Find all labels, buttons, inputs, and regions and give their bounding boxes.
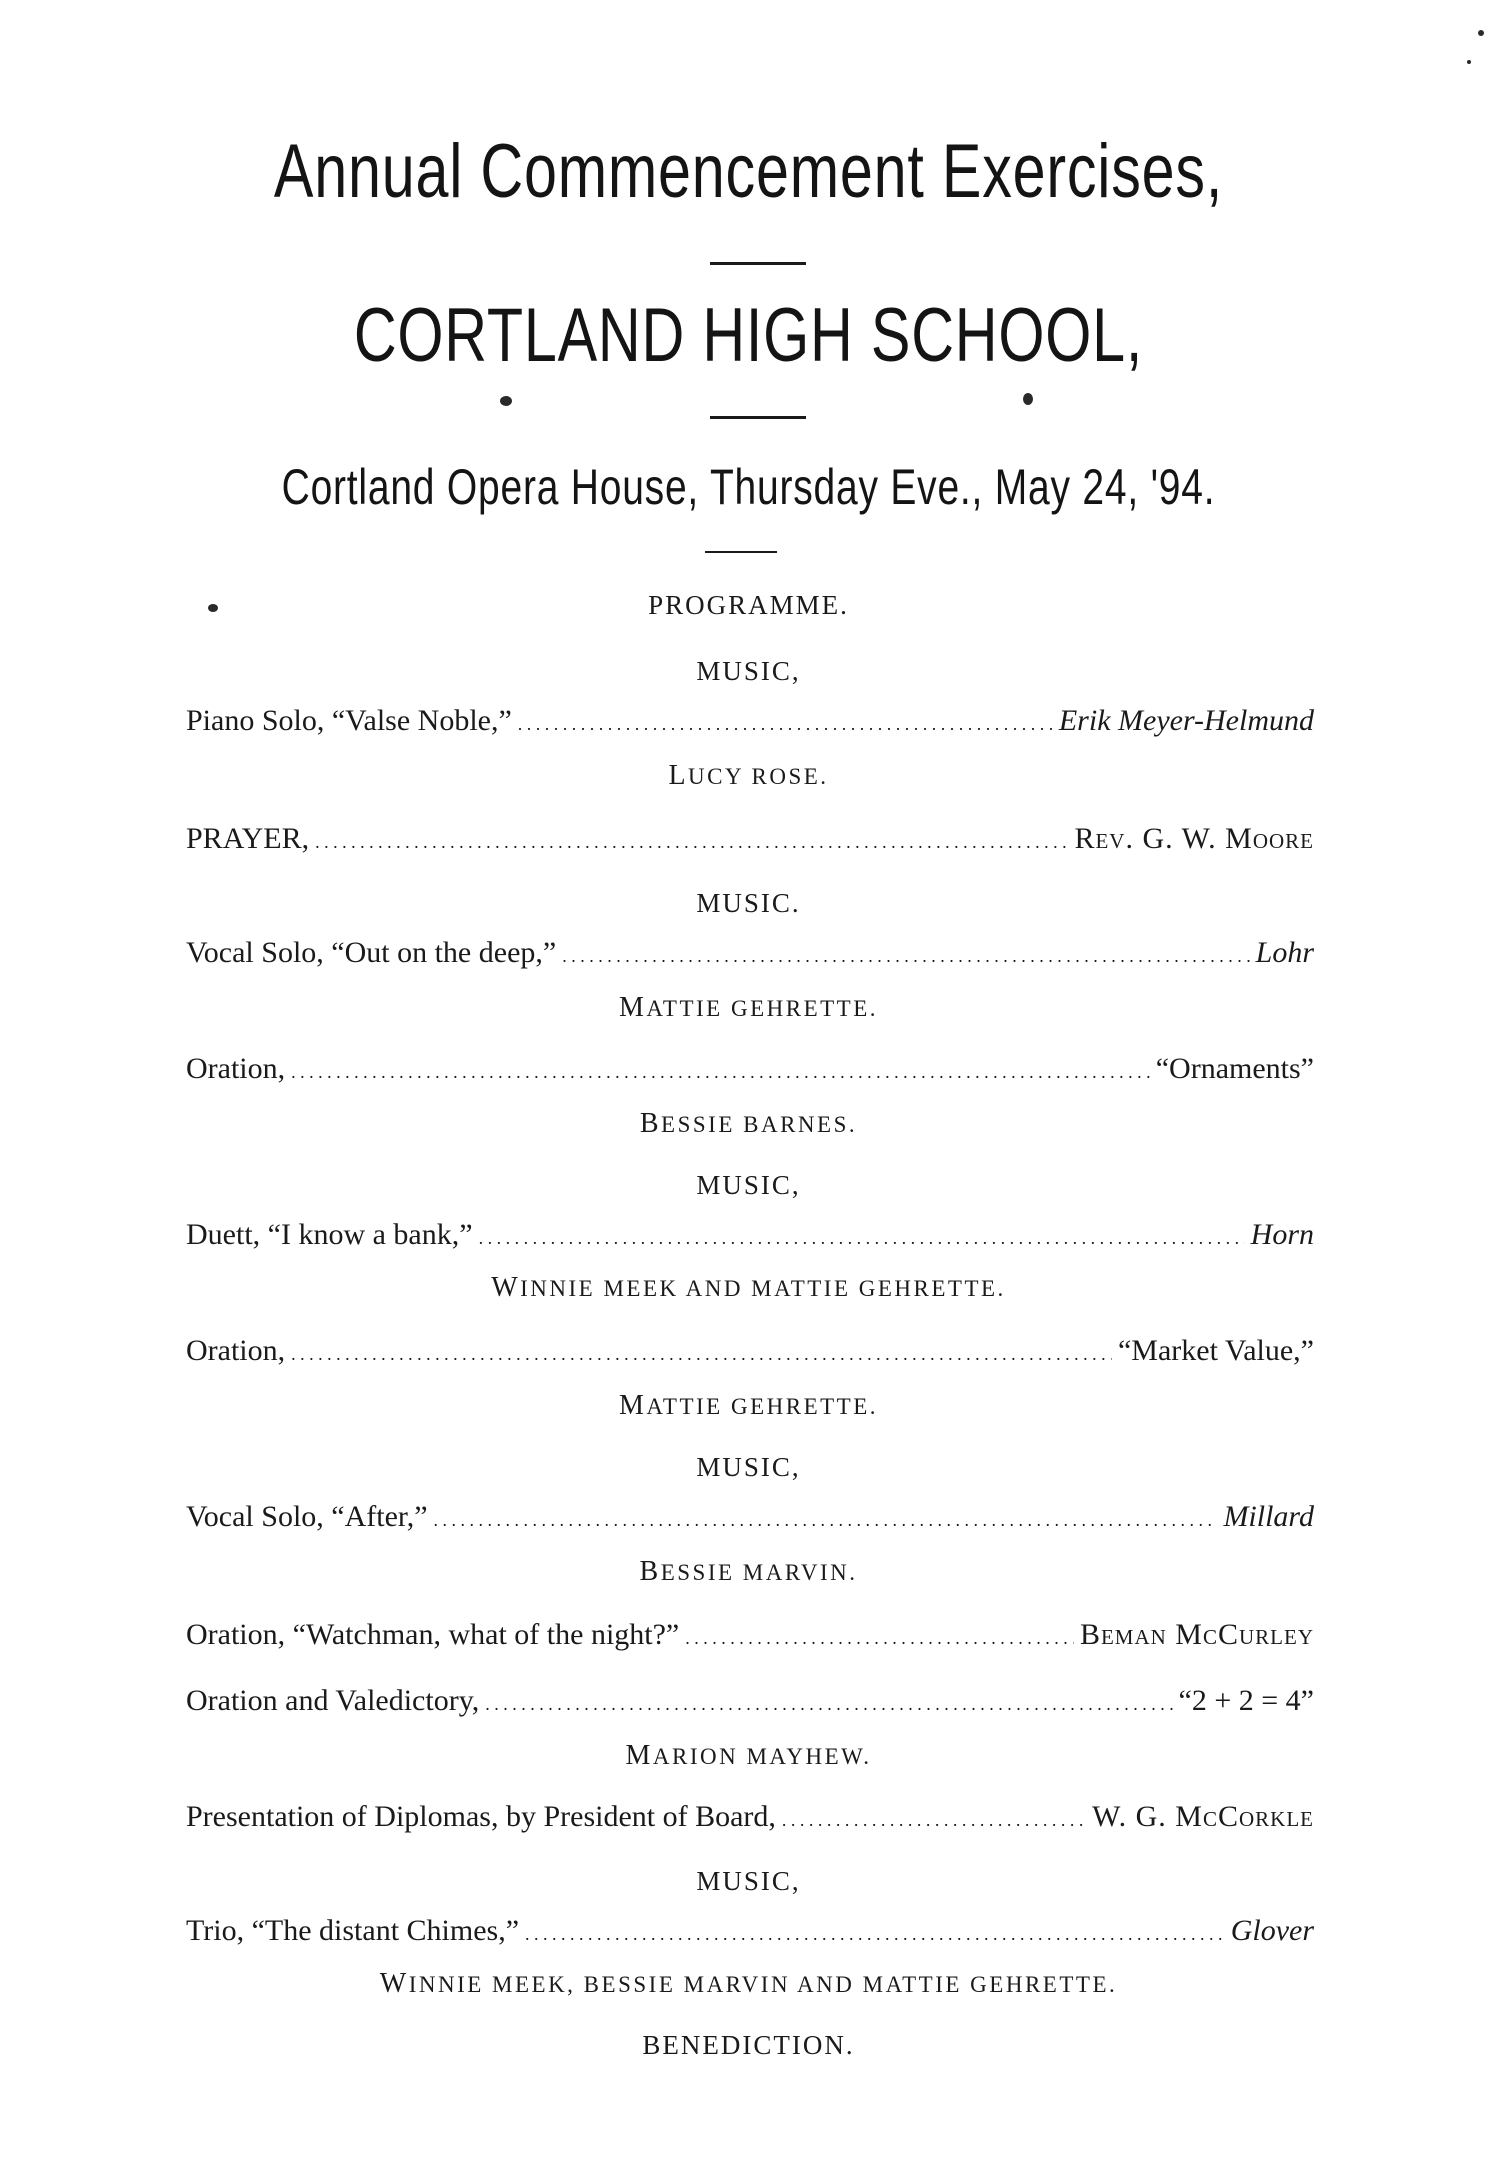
section-heading: MUSIC, bbox=[696, 1170, 801, 1200]
dot-leader bbox=[291, 1052, 1150, 1086]
item-title: Duett, “I know a bank,” bbox=[186, 1218, 473, 1251]
dot-leader bbox=[525, 1914, 1225, 1948]
dot-leader bbox=[562, 936, 1249, 970]
venue-date: Cortland Opera House, Thursday Eve., May 24, '94. bbox=[281, 459, 1216, 515]
performer-name: MATTIE GEHRETTE. bbox=[618, 992, 879, 1023]
dot-leader bbox=[315, 822, 1068, 856]
programme-line bbox=[186, 1914, 1314, 1948]
programme-line bbox=[186, 1684, 1314, 1718]
programme-line bbox=[186, 1218, 1314, 1252]
dot-leader bbox=[685, 1618, 1074, 1652]
dot-leader bbox=[782, 1800, 1086, 1834]
item-credit: Erik Meyer-Helmund bbox=[1058, 704, 1314, 737]
item-title: Vocal Solo, “After,” bbox=[186, 1500, 428, 1533]
performer-name: WINNIE MEEK, BESSIE MARVIN AND MATTIE GEHRETTE. bbox=[379, 1968, 1118, 1999]
performer-name: MATTIE GEHRETTE. bbox=[618, 1390, 879, 1421]
dot-leader bbox=[291, 1334, 1112, 1368]
dot-leader bbox=[485, 1684, 1172, 1718]
performer-name: WINNIE MEEK AND MATTIE GEHRETTE. bbox=[491, 1272, 1006, 1303]
item-title: PRAYER, bbox=[186, 822, 310, 855]
item-title: Oration and Valedictory, bbox=[186, 1684, 480, 1717]
benediction-heading: BENEDICTION. bbox=[642, 2030, 855, 2060]
item-credit: W. G. McCorkle bbox=[1092, 1800, 1314, 1833]
item-credit: “2 + 2 = 4” bbox=[1178, 1684, 1314, 1717]
item-title: Presentation of Diplomas, by President of Board, bbox=[186, 1800, 776, 1833]
item-credit: Beman McCurley bbox=[1079, 1618, 1314, 1651]
dot-leader bbox=[479, 1218, 1245, 1252]
item-credit: Glover bbox=[1230, 1914, 1314, 1947]
item-credit: Rev. G. W. Moore bbox=[1074, 822, 1314, 855]
programme-line bbox=[186, 936, 1314, 970]
item-credit: “Ornaments” bbox=[1155, 1052, 1314, 1085]
dot-leader bbox=[518, 704, 1053, 738]
item-credit: Horn bbox=[1250, 1218, 1314, 1251]
divider-rule bbox=[705, 551, 777, 553]
item-title: Vocal Solo, “Out on the deep,” bbox=[186, 936, 557, 969]
programme-line bbox=[186, 1334, 1314, 1368]
performer-name: BESSIE BARNES. bbox=[639, 1108, 858, 1139]
programme-line bbox=[186, 1618, 1314, 1652]
item-credit: Lohr bbox=[1255, 936, 1314, 969]
section-heading: MUSIC, bbox=[696, 1866, 801, 1896]
item-credit: “Market Value,” bbox=[1117, 1334, 1314, 1367]
item-title: Oration, bbox=[186, 1052, 286, 1085]
dot-leader bbox=[434, 1500, 1218, 1534]
performer-name: MARION MAYHEW. bbox=[625, 1740, 872, 1771]
school-name: CORTLAND HIGH SCHOOL, bbox=[353, 293, 1144, 378]
scan-speck bbox=[1478, 30, 1484, 36]
item-title: Piano Solo, “Valse Noble,” bbox=[186, 704, 512, 737]
item-title: Oration, “Watchman, what of the night?” bbox=[186, 1618, 680, 1651]
programme-line bbox=[186, 1052, 1314, 1086]
scan-speck bbox=[1467, 60, 1471, 64]
event-title: Annual Commencement Exercises, bbox=[273, 129, 1224, 214]
item-title: Trio, “The distant Chimes,” bbox=[186, 1914, 520, 1947]
performer-name: BESSIE MARVIN. bbox=[639, 1556, 858, 1587]
divider-rule bbox=[710, 262, 806, 265]
scan-speck bbox=[500, 396, 512, 406]
item-title: Oration, bbox=[186, 1334, 286, 1367]
performer-name: LUCY ROSE. bbox=[668, 760, 829, 791]
programme-line bbox=[186, 1500, 1314, 1534]
scan-speck bbox=[208, 604, 218, 612]
section-heading: MUSIC, bbox=[696, 656, 801, 686]
programme-line bbox=[186, 1800, 1314, 1834]
programme-line bbox=[186, 822, 1314, 856]
divider-rule bbox=[710, 416, 806, 419]
section-heading: MUSIC, bbox=[696, 1452, 801, 1482]
programme-line bbox=[186, 704, 1314, 738]
programme-heading: PROGRAMME. bbox=[648, 590, 849, 620]
item-credit: Millard bbox=[1223, 1500, 1314, 1533]
section-heading: MUSIC. bbox=[696, 888, 801, 918]
scan-speck bbox=[1023, 393, 1033, 405]
